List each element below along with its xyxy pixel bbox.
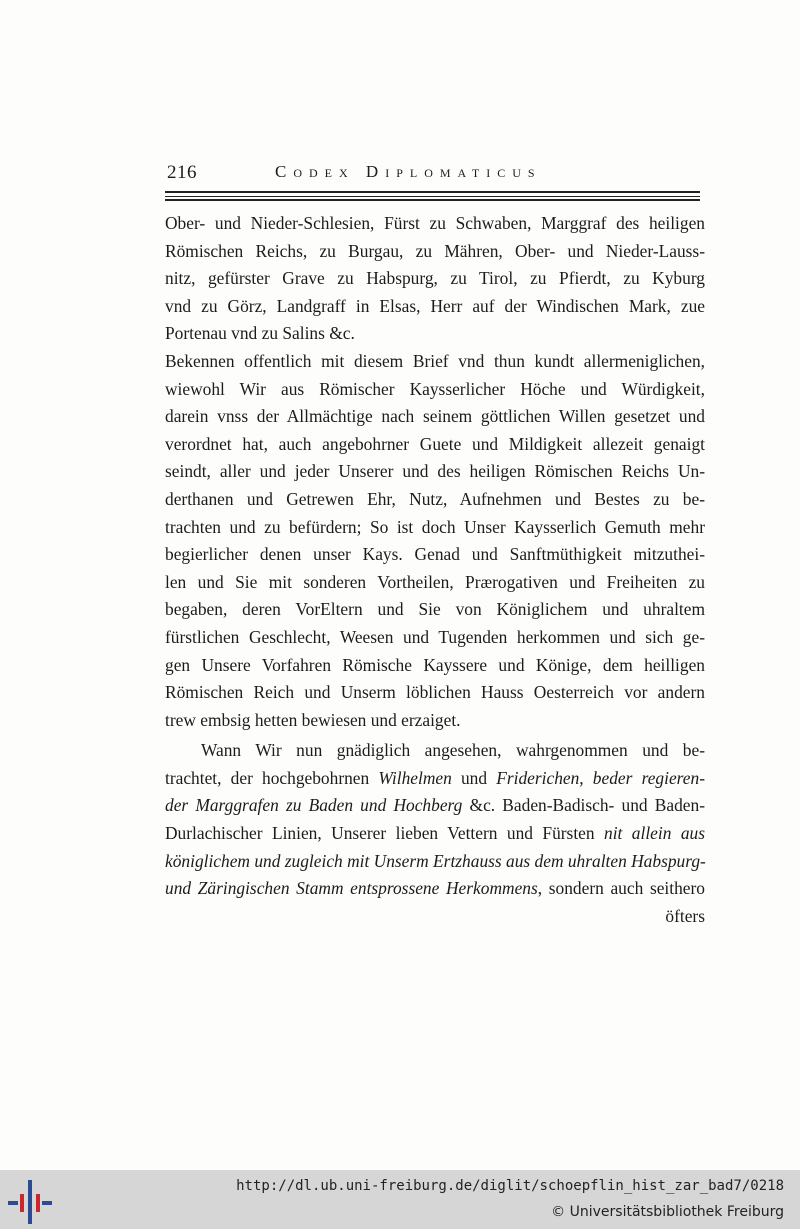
permalink-url[interactable]: http://dl.ub.uni-freiburg.de/diglit/schoepflin_hist_zar_bad7/0218 (236, 1178, 784, 1194)
body-text (165, 210, 705, 930)
text-line: Portenau vnd zu Salins &c. (165, 323, 355, 344)
text-line: verordnet hat, auch angebohrner Guete und Mildigkeit allezeit genaigt (165, 433, 705, 454)
university-library-logo-icon (8, 1180, 52, 1224)
text-line: gen Unsere Vorfahren Römische Kayssere und Könige, dem heilligen (165, 654, 705, 675)
text-line: darein vnss der Allmächtige nach seinem göttlichen Willen gesetzet und (165, 406, 705, 427)
italic-phrase: und Zäringischen Stamm entsprossene Herkommens (165, 878, 538, 899)
text-line: begierlicher denen unser Kays. Genad und Sanftmüthigkeit mitzuthei- (165, 544, 705, 565)
header-rule-middle (165, 196, 700, 197)
text-line: Römischen Reichs, zu Burgau, zu Mähren, Ober- und Nieder-Lauss- (165, 240, 705, 261)
copyright-notice: © Universitätsbibliothek Freiburg (551, 1204, 784, 1220)
paragraph-title-continuation (165, 210, 705, 348)
paragraph-margraves (165, 737, 705, 930)
text-line: Bekennen offentlich mit diesem Brief vnd thun kundt allermeniglichen, (165, 350, 705, 371)
running-title: Codex Diplomaticus (275, 162, 542, 181)
paragraph-declaration (165, 348, 705, 734)
text-line (165, 792, 705, 820)
text-line: trew embsig hetten bewiesen und erzaiget. (165, 709, 461, 730)
text-line (165, 875, 705, 903)
text-line: begaben, deren VorEltern und Sie von Königlichem und uhraltem (165, 599, 705, 620)
text-line: nitz, gefürster Grave zu Habspurg, zu Tirol, zu Pfierdt, zu Kyburg (165, 268, 705, 289)
page-header (165, 160, 700, 186)
text-span: &c. Baden-Badisch- und Baden- (462, 795, 706, 816)
text-line (165, 848, 705, 876)
text-line: Wann Wir nun gnädiglich angesehen, wahrgenommen und be- (201, 740, 705, 761)
italic-name: Friderichen, beder regieren- (496, 767, 705, 788)
text-line: derthanen und Getrewen Ehr, Nutz, Aufnehmen und Bestes zu be- (165, 488, 705, 509)
text-line: len und Sie mit sonderen Vortheilen, Prærogativen und Freiheiten zu (165, 571, 705, 592)
header-rule-bottom (165, 199, 700, 201)
text-span: und (451, 767, 497, 788)
italic-name: Wilhelmen (378, 767, 452, 788)
text-span: , sondern auch seithero (537, 878, 705, 899)
text-span: Durlachischer Linien, Unserer lieben Vettern und Fürsten (165, 823, 605, 844)
text-line: trachten und zu befürdern; So ist doch Unser Kaysserlich Gemuth mehr (165, 516, 705, 537)
italic-phrase: königlichem und zugleich mit Unserm Ertzhauss aus dem uhralten Habspurg- (165, 850, 706, 871)
text-line (165, 820, 705, 848)
text-line: seindt, aller und jeder Unserer und des heiligen Römischen Reichs Un- (165, 461, 705, 482)
text-span: trachtet, der hochgebohrnen (165, 767, 379, 788)
italic-title: der Marggrafen zu Baden und Hochberg (165, 795, 463, 816)
header-rule-top (165, 191, 700, 193)
text-line: Ober- und Nieder-Schlesien, Fürst zu Schwaben, Marggraf des heiligen (165, 213, 705, 233)
catchword: öfters (665, 905, 705, 926)
text-line: wiewohl Wir aus Römischer Kaysserlicher Höche und Würdigkeit, (165, 378, 705, 399)
italic-phrase: nit allein aus (604, 823, 706, 844)
page-number: 216 (167, 162, 197, 183)
text-line (165, 765, 705, 793)
text-line: vnd zu Görz, Landgraff in Elsas, Herr auf der Windischen Mark, zue (165, 295, 705, 316)
text-line: Römischen Reich und Unserm löblichen Hauss Oesterreich vor andern (165, 682, 705, 703)
text-line: fürstlichen Geschlecht, Weesen und Tugenden herkommen und sich ge- (165, 626, 705, 647)
viewer-footer (0, 1170, 800, 1229)
